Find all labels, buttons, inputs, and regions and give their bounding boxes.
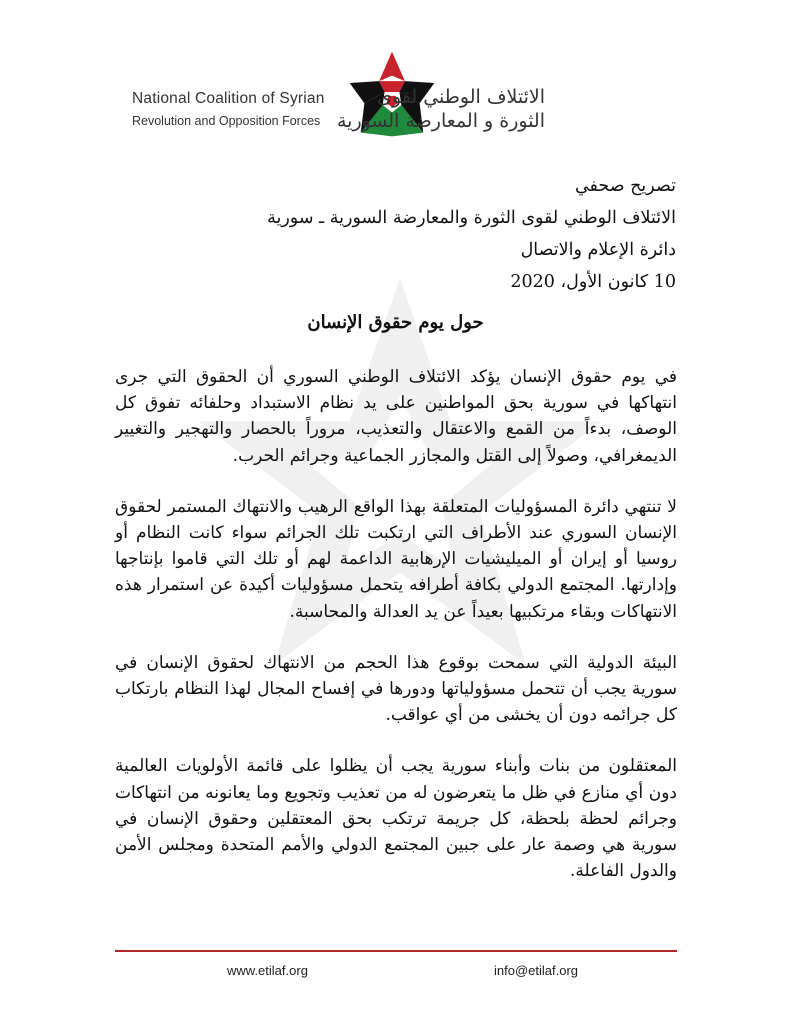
statement-date: 10 كانون الأول، 2020 [510, 272, 676, 292]
paragraph: المعتقلون من بنات وأبناء سورية يجب أن يظلوا على قائمة الأولويات العالمية دون أي منازع في ظل ما يتعرضون له من تعذيب وتجويع وما يعانونه من انتهاكات وجرائم لحظة بلحظة، كل جريمة ترتكب بحق المعتقلين وحقوق الإنسان في سورية هي وصمة عار على جبين المجتمع الدولي والأمم المتحدة ومجلس الأمن والدول الفاعلة. [115, 756, 677, 882]
paragraph: البيئة الدولية التي سمحت بوقوع هذا الحجم من الانتهاك لحقوق الإنسان في سورية يجب أن تتحمل مسؤولياتها ودورها في إفساح المجال لهذا النظام بارتكاب كل جرائمه دون أن يخشى من أي عواقب. [115, 652, 677, 726]
paragraph: في يوم حقوق الإنسان يؤكد الائتلاف الوطني السوري أن الحقوق التي جرى انتهاكها في سورية بحق المواطنين على يد نظام الاستبداد وحلفائه تفوق كل الوصف، بدءاً من القمع والاعتقال والتعذيب، مروراً بالحصار والتهجير والتغيير الديمغرافي، وصولاً إلى القتل والمجازر الجماعية وجرائم الحرب. [115, 367, 677, 466]
footer-divider [115, 950, 677, 952]
statement-body [115, 364, 677, 909]
statement-title: حول يوم حقوق الإنسان [307, 312, 484, 333]
org-name-ar-line2: الثورة و المعارضة السورية [336, 110, 545, 132]
department: دائرة الإعلام والاتصال [520, 240, 676, 260]
org-name-ar-line1: الائتلاف الوطني لقوى [377, 86, 545, 108]
org-name-english [132, 90, 325, 128]
org-name-en-line1: National Coalition of Syrian [132, 90, 325, 107]
paragraph: لا تنتهي دائرة المسؤوليات المتعلقة بهذا الواقع الرهيب والانتهاك المستمر لحقوق الإنسان السوري عند الأطراف التي ارتكبت تلك الجرائم سواء كانت النظام أو روسيا أو إيران أو الميليشيات الإرهابية الداعمة لهم أو تلك التي قاموا بإنتاجها وإدارتها. المجتمع الدولي بكافة أطرافه يتحمل مسؤوليات أكيدة عن استمرار هذه الانتهاكات وبقاء مرتكبيها بعيداً عن يد العدالة والمحاسبة. [115, 496, 677, 622]
footer-email-link[interactable]: info@etilaf.org [494, 963, 579, 978]
statement-meta [267, 170, 676, 298]
doc-type: تصريح صحفي [574, 176, 676, 196]
org-name-arabic [337, 86, 545, 132]
issuer: الائتلاف الوطني لقوى الثورة والمعارضة السورية ـ سورية [267, 208, 676, 228]
footer-website-link[interactable]: www.etilaf.org [227, 963, 308, 978]
org-name-en-line2: Revolution and Opposition Forces [132, 114, 321, 128]
letterhead [0, 0, 791, 150]
